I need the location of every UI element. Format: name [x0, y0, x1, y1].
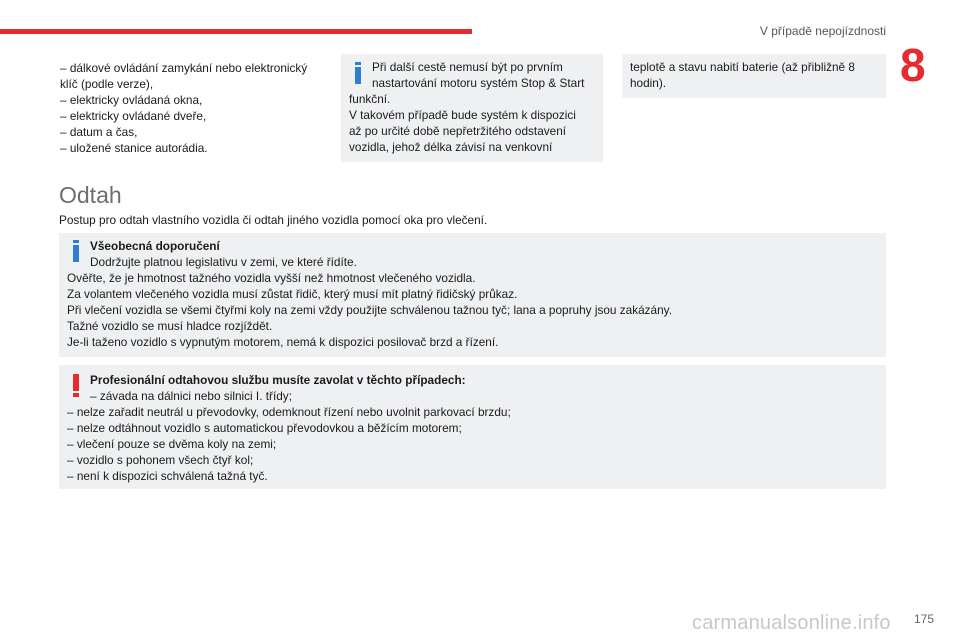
chapter-number: 8 — [900, 39, 926, 91]
warning-box-professional-towing: Profesionální odtahovou službu musíte zavolat v těchto případech: – závada na dálnici nebo silnici I. třídy; – nelze zařadit neutrál u převodovky, odemknout řízení nebo uvolnit parkovací brzdu; – nelze odtáhnout vozidlo s automatickou převodovkou a běžícím motorem; – vlečení pouze se dvěma koly na zemi; – vozidlo s pohonem všech čtyř kol; – není k dispozici schválená tažná tyč. — [59, 365, 886, 489]
warning-icon — [73, 374, 79, 397]
odtah-intro: Postup pro odtah vlastního vozidla či odtah jiného vozidla pomocí oka pro vlečení. — [59, 213, 488, 227]
info-box-stop-start: Při další cestě nemusí být po prvním nastartování motoru systém Stop & Start funkční. V takovém případě bude systém k dispozici až po určité době nepřetržitého odstavení vozidla, jehož délka závisí na venkovní — [341, 54, 603, 162]
list-line: – uložené stanice autorádia. — [60, 141, 208, 155]
info-icon — [73, 240, 79, 262]
list-line: – dálkové ovládání zamykání nebo elektronický — [60, 61, 308, 75]
box-title: Profesionální odtahovou službu musíte zavolat v těchto případech: — [90, 373, 466, 387]
header-accent-bar — [0, 29, 472, 34]
general-recommendations-box: Všeobecná doporučení Dodržujte platnou legislativu v zemi, ve které řídíte. Ověřte, že je hmotnost tažného vozidla vyšší než hmotnost vlečeného vozidla. Za volantem vlečeného vozidla musí zůstat řidič, který musí mít platný řidičský průkaz. Při vlečení vozidla se všemi čtyřmi koly na zemi vždy použijte schválenou tažnou tyč; lana a popruhy jsou zakázány. Tažné vozidlo se musí hladce rozjíždět. Je-li taženo vozidlo s vypnutým motorem, nemá k dispozici posilovač brzd a řízení. — [59, 233, 886, 357]
section-title: V případě nepojízdnosti — [759, 24, 886, 38]
list-line: – elektricky ovládané dveře, — [60, 109, 207, 123]
info-icon — [355, 62, 361, 84]
page-number: 175 — [913, 612, 934, 626]
list-line: – elektricky ovládaná okna, — [60, 93, 203, 107]
section-heading-odtah: Odtah — [59, 182, 122, 208]
column-1-text — [60, 60, 330, 156]
watermark: carmanualsonline.info — [692, 612, 891, 634]
list-line: – datum a čas, — [60, 125, 138, 139]
box-title: Všeobecná doporučení — [90, 239, 220, 253]
info-box-continuation: teplotě a stavu nabití baterie (až přibližně 8 hodin). — [622, 54, 886, 98]
list-line: klíč (podle verze), — [60, 77, 154, 91]
